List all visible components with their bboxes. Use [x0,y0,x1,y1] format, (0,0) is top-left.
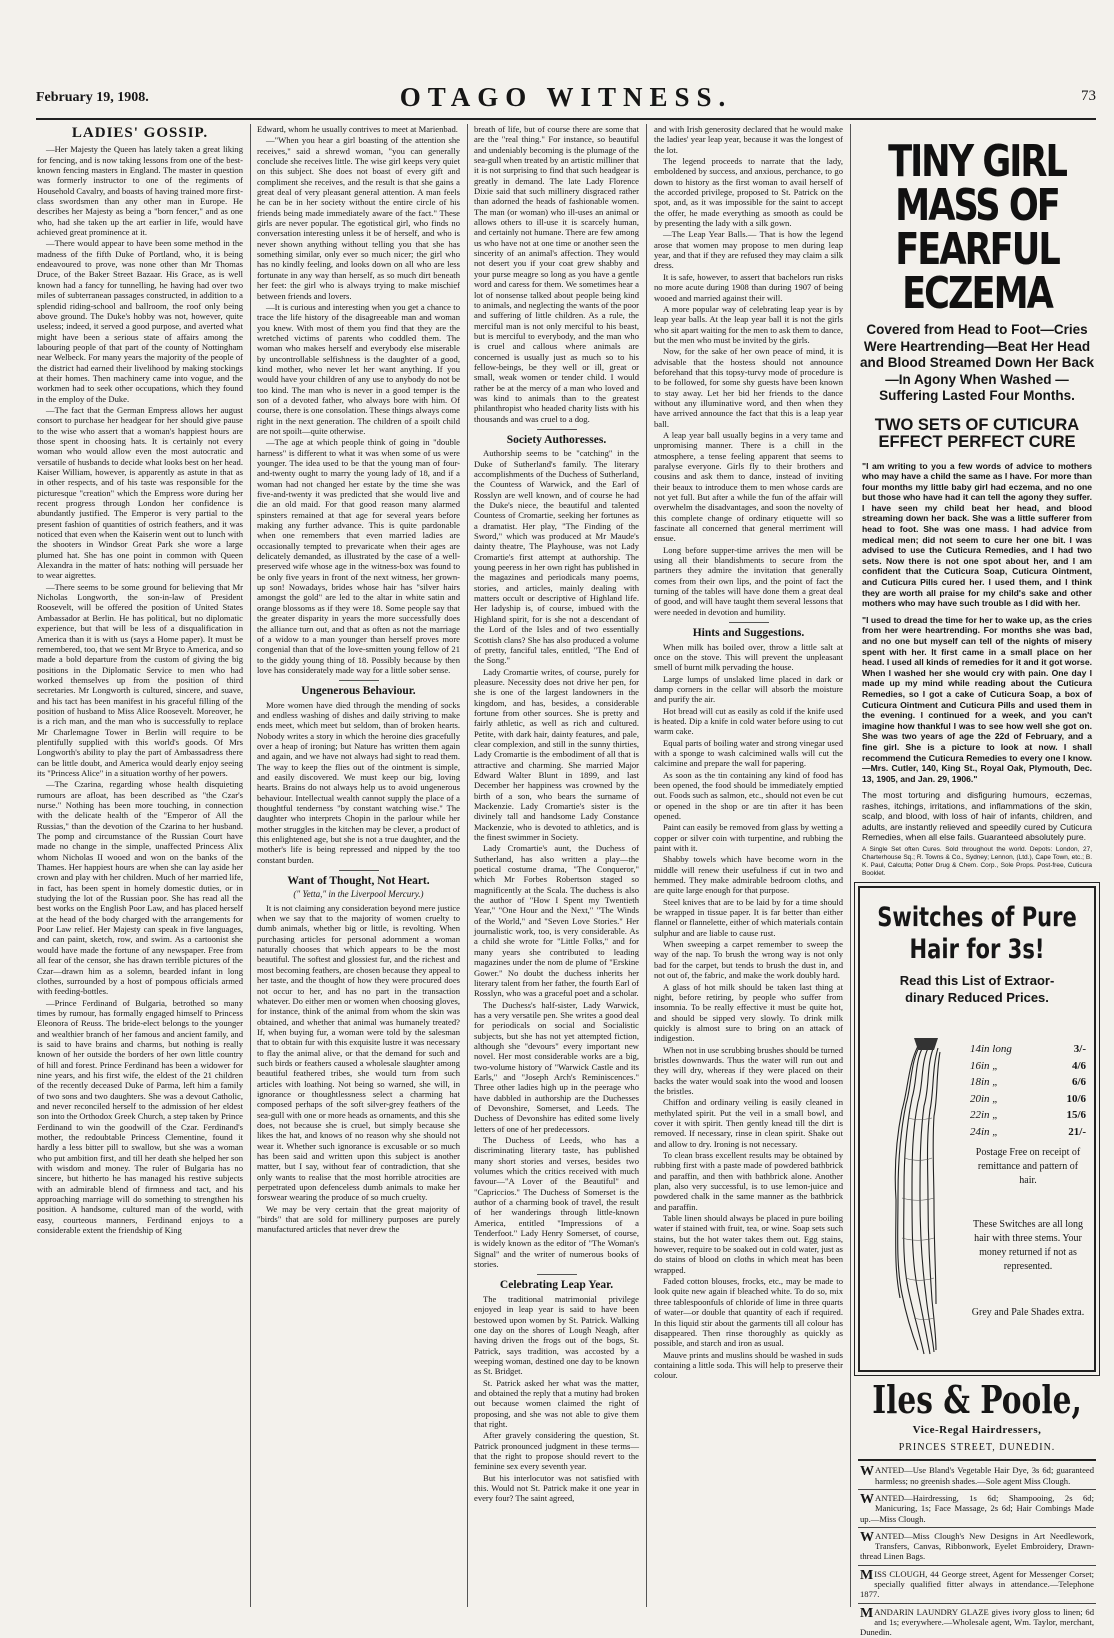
paragraph: —The age at which people think of going in "double harness" is different to what it was when some of us were younger. The idea used to be that the young man of four-and-twenty ought to marry the young lady of 18, and if a woman had not changed her estate by the time she was five-and-twenty it was predicted that she would live and die an old maid. For that good reason many alarmed spinsters remained at that age for several years before making any further advance. This is quite pardonable when one remembers that even married ladies are occasionally tempted to prevaricate when their ages are delicately demanded, as illustrated by the case of a well-preserved wife whose age in the witness-box was found to be only five years in front of the next witness, her grown-up son! Nowadays, brides whose hair has "silver hairs amongst the gold" are led to the altar in white satin and orange blossoms as if they were 18. Some people say that the greater disparity in years the more successfully does the alliance turn out, and that as often as not the marriage of a widow to a man younger than herself proves more congenial than that of the love-smitten young fellow of 21 to the giddy young thing of 18. Possibly because by then love has considerately made way for a little sober sense. [257,437,460,675]
hair-price: 21/- [1068,1125,1086,1138]
cuticura-depots: A Single Set often Cures. Sold throughout the world. Depots: London, 27, Charterhouse Sq.; R. Towns & Co., Sydney; Lennon, (Ltd.), Cape Town, etc.; B. K. Paul, Calcutta; Potter Drug & Chem. Corp., Sole Props. Post-free, Cuticura Booklet. [862,846,1092,878]
paragraph: Faded cotton blouses, frocks, etc., may be made to look quite new again if bleached white. To do so, mix three tablespoonfuls of chloride of lime in three quarts of water—or double that quantity of each if required. In this liquid stir about the garments till all colour has disappeared. Then rinse thoroughly as quickly as possible, and starch and iron as usual. [654,1276,843,1349]
hair-length: 18in „ [970,1076,999,1089]
column-2 [257,124,460,1609]
switches-subtitle [860,972,1094,1006]
paragraph: Authorship seems to be "catching" in the Duke of Sutherland's family. The literary accomplishments of the Duchess of Sutherland, the Countess of Warwick, and the Earl of Rosslyn are well known, and of course he had the Duke's niece, the beautiful and talented Countess of Cromartie, seeking her fortunes as a dramatist. Her play, "The Finding of the Sword," which was produced at Mr Maude's dainty theatre, The Playhouse, was not Lady Cromartie's first attempt at authorship. The young peeress in her own right has published in the magazines and periodicals many poems, stories, and articles, mainly dealing with matters occult or descriptive of Highland life. Her ladyship is, of course, imbued with the Highland spirit, for is she not a descendant of the Lord of the Isles and of two essentially Scottish clans? She has also produced a volume of pretty, fanciful tales, entitled, "The End of the Song." [474,448,639,666]
paragraph: —"When you hear a girl boasting of the attention she receives," said a shrewd woman, "you can generally conclude she receives little. The wise girl keeps very quiet on this subject. She does not boast of every gift and compliment she receives, and the result is that she gains a great deal of very pleasant general attention. A man feels he can be in her society without the entire circle of his friends being made immediately aware of the fact." These girls are never popular. The egotistical girl, who finds no conversation interesting unless it be of herself, and who is never shown anything without telling you that she has something similar, only ever so much nicer; the girl who has no kindly feeling, and looks down on all who are less fortunate in any way than herself, as so much dirt beneath her feet: the girl who is always trying to make mischief between friends and lovers. [257,135,460,301]
paragraph: Lady Cromartie's aunt, the Duchess of Sutherland, has also written a play—the poetical costume drama, "The Conqueror," which Mr Forbes Robertson staged so magnificently at the Scala. The duchess is also the author of "How I Spent my Twentieth Year," "One Hour and the Next," "The Winds of the World," and "Seven Love Stories." Her journalistic work, too, is very considerable. As a child she wrote for "Little Folks," and for many years she contributed to leading magazines under the nom de plume of "Erskine Gower." No doubt the duchess inherits her literary talent from her father, the fourth Earl of Rosslyn, who was a graceful poet and a scholar. [474,843,639,999]
classified-text: ANTED—Hairdressing, 1s 6d; Shampooing, 2s 6d; Manicuring, 1s; Face Massage, 2s 6d; Hair Combings Made up.—Miss Clough. [860,1492,1094,1524]
paragraph: Shabby towels which have become worn in the middle will renew their usefulness if cut in two and hemmed. They make admirable bedroom cloths, and are quite large enough for that purpose. [654,854,843,896]
divider [339,870,379,871]
cuticura-claims: The most torturing and disfiguring humours, eczemas, rashes, itchings, irritations, and inflammations of the skin, scalp, and blood, with loss of hair of infants, children, and adults, are instantly relieved and speedily cured by Cuticura Remedies, when all else fails. Guaranteed absolutely pure. [862,790,1092,842]
classified-ad [860,1531,1094,1562]
grey-shades-note: Grey and Pale Shades extra. [971,1307,1085,1319]
column-1 [37,124,243,1609]
paragraph: —Her Majesty the Queen has lately taken a great liking for fencing, and is now taking lessons from one of the best-known fencing masters in England. The master in question was formerly instructor to one of the regiments of Household Cavalry, and boasts of having trained more first-class swordsmen than any other man in Europe. He describes her Majesty as being a "born fencer," and as one who, had she taken up the art earlier in life, would have achieved great prominence at it. [37,144,243,238]
paragraph: The Duchess's half-sister, Lady Warwick, has a very versatile pen. She writes a good deal for periodicals on social and Socialistic subjects, but she has not yet attempted fiction, although she "devours" every important new novel. Her most considerable works are a big, two-volume history of "Warwick Castle and its Earls," and "Joseph Arch's Reminiscences." Three other ladies high up in the peerage who have dabbled in authorship are the Duchesses of Devonshire, Somerset, and Leeds. The Duchess of Devonshire has edited some lively letters of one of her predecessors. [474,999,639,1134]
iles-poole-title: Vice-Regal Hairdressers, [912,1424,1042,1437]
paragraph: Table linen should always be placed in pure boiling water if stained with fruit, tea, or wine. Soap sets such stains, but the hot water takes them out. Egg stains, however, require to be soaked out in cold water, just as do stains of blood on cloths in which meat has been wrapped. [654,1213,843,1275]
paragraph: —The Leap Year Balls.— That is how the legend arose that women may propose to men during leap year, and that if they are refused they may claim a silk dress. [654,229,843,271]
divider [858,1565,1096,1566]
paragraph: —There would appear to have been some method in the madness of the fifth Duke of Portland, who, it is being endeavoured to prove, was none other than Mr Thomas Druce, of the Baker Street Bazaar. His Grace, as is well known had a fancy for tunnelling, he having had over two miles of subterranean passages constructed, in addition to a splendid riding-school and ballroom, the roof only being above ground. The Duke's hobby was not, however, quite useless; indeed, it served a good purpose, and averted what might have been a serious state of affairs among the labouring people of that part of the county of Nottingham near Welbeck. For many years the majority of the people of the district had earned their livelihood by making stockings at their homes. Then machinery came into vogue, and the workmen had to seek other occupations, which they found in the employ of the Duke. [37,238,243,404]
iles-poole-advertisement [858,1377,1096,1454]
column-rule [467,124,468,1607]
hair-price: 3/- [1073,1043,1086,1056]
iles-poole-name: Iles & Poole, [872,1377,1082,1423]
paragraph: It is not claiming any consideration beyond mere justice when we say that to the majority of women cruelty to dumb animals, whether big or little, is revolting. When purchasing articles for personal adornment a woman naturally chooses that which appears to be the most beautiful. The softest and glossiest fur, and the richest and most becoming feathers, are chosen because they appeal to her taste, and the thought of how they were procured does not occur to her, and has no part in the transaction whatever. Do either men or women when choosing gloves, for instance, think of the animal from whom the skin was obtained, and whether that animal was humanely treated? If, when buying fur, a woman were told by the salesman that to obtain fur with this exquisite lustre it was necessary to flay the animal alive, or that the demand for such and such birds or feathers caused a wholesale slaughter among beautiful feathered tribes, she would turn from such articles with loathing. Not being so warned, she will, in ignorance or thoughtlessness select a charming hat composed perhaps of the soft silver-grey feathers of the sea-gull with one or more heads as ornaments, and this she does, not because she is cruel, but simply because she likes the hat, and knows of no reason why she should not wear it. Whether such ignorance is excusable or so much has been said and written upon this subject is another matter, but I say, without fear of contradiction, that she only wants to realise that the most horrible atrocities are perpetrated upon defenceless dumb animals to make her forswear wearing the produce of so much cruelty. [257,902,460,1203]
hair-length: 16in „ [970,1059,999,1072]
headline-line: FEARFUL ECZEMA [895,224,1059,319]
cuticura-testimonial: "I am writing to you a few words of advice to mothers who may have a child the same as I have. For more than four months my little baby girl had eczema, and no one but those who have had it can tell the agony they suffer. I have seen my child beat her head, and blood streaming down her back. She was a little sufferer from head to foot. She was one mass. I had advice from medical men; did not seem to cure her one bit. I was advised to use the Cuticura Remedies, and I had two sets. Now there is not one spot about her, and I am confident that the Cuticura Soap, Cuticura Ointment, and Cuticura Pills cured her. I used them, and I think they are worth all praise for my child's sake and other mothers who may have such trouble as I did with her. [862,460,1092,609]
classified-text: ANTED—Miss Clough's New Designs in Art Needlework, Transfers, Canvas, Ribbonwork, Eyelet Embroidery, Drawn-thread Linen Bags. [860,1530,1094,1562]
section-heading-ladies-gossip: LADIES' GOSSIP. [71,125,209,141]
hair-length: 24in „ [970,1125,999,1138]
price-row [970,1091,1086,1108]
column-rule [850,124,851,1607]
cuticura-two-sets: TWO SETS OF CUTICURA EFFECT PERFECT CURE [874,415,1080,451]
cuticura-testimonial-cont: "I used to dread the time for her to wake up, as the cries from her were heartrending. For months she was bad, and no one but myself can tell of the nights of misery spent with her. It first came in a small place on her head. I used all kinds of remedies for it and it got worse. When I washed her she would cry with pain. One day I made up my mind while reading about the Cuticura Remedies, so I got a cake of Cuticura Soap, a box of Cuticura Ointment and Cuticura Pills and used them in the evening. I continued for a week, and you can't imagine how thankful I was to see how well she got on. She was two years of age the 22d of February, and a fine girl. She is a picture to look at now. I shall recommend the Cuticura Remedies to every one I know.—Mrs. Cutler, 140, King St., Royal Oak, Plymouth, Dec. 13, 1905, and Jan. 29, 1906." [862,614,1092,784]
paragraph: Long before supper-time arrives the men will be using all their blandishments to secure from the partners they admire the invitation that generally comes from their own lips, and the point of fact the turning of the tables will have done them a great deal of good, and will have taught them several lessons that were needed in devotion and humility. [654,544,843,617]
paragraph: When milk has boiled over, throw a little salt at once on the stove. This will prevent the unpleasant smell of burnt milk pervading the house. [654,641,843,673]
hair-length: 20in „ [970,1092,999,1105]
switches-guarantee: These Switches are all long hair with three stems. Your money returned if not as represented. [973,1219,1083,1273]
hair-switches-advertisement [858,886,1096,1372]
classified-ad [860,1493,1094,1524]
paragraph: Chiffon and ordinary veiling is easily cleaned in methylated spirit. Put the veil in a small bowl, and cover it with spirit. Then gently knead till the dirt is removed. If necessary, rinse in clean spirit. Shake out and allow to dry. Ironing is not necessary. [654,1097,843,1149]
paragraph: —The Czarina, regarding whose health disquieting rumours are afloat, has been described as "the Czar's nurse." Nothing has been more touching, in connection with the delicate health of the "Emperor of All the Russias," than the devotion of the Czarina to her husband. The pomp and circumstance of the Russian Court have made no change in the simple, unaffected Princess Alix whom Nicholas II wooed and won on the banks of the Thames. Her happiest hours are when she can lay aside her crown and play with her children. Much of her married life, in fact, has been spent in homely domestic duties, or in studying the lot of the Russian poor. She has read all the best works on the English Poor Law, and has placed herself at the head of the body charged with the arrangements for Poor Law relief. Her Majesty can speak in five languages, and can paint, sketch, row, and swim. As a cartoonist she would have made the fortune of any newspaper. Free from all fear of the censor, she has drawn terrible pictures of the Czar—drawn him as a solemn, bearded infant in long clothes, surrounded by a host of pompous officials armed with feeding-bottles. [37,779,243,997]
paragraph: —There seems to be some ground for believing that Mr Nicholas Longworth, the son-in-law of President Roosevelt, will be offered the position of United States Ambassador at Berlin. He has political, but no diplomatic experience, but that will be less of a disqualification in America than it is with us (says a Home paper). It must be remembered, too, that we sent Mr Bryce to America, and so made a bold departure from the custom of giving the big positions in the Diplomatic Service to men who had worked themselves up from the position of third secretaries. Mr Longworth is cultured, sincere, and suave, and his tact has been manifest in his graceful filling of the position of husband to Miss Alice Roosevelt. Moreover, he is a rich man, and the man who is successfully to replace Mr Charlemagne Tower in Berlin will require to be plentifully supplied with this world's goods. Of Mrs Longworth's ability to play the part of Ambassadress there can be little doubt, and America would dearly enjoy seeing its "Princess Alice" in a situation worthy of her powers. [37,581,243,778]
column-rule [250,124,251,1607]
paragraph: Large lumps of unslaked lime placed in dark or damp corners in the cellar will absorb the moisture and purify the air. [654,673,843,705]
drop-initial: M [860,1605,874,1621]
paragraph: —It is curious and interesting when you get a chance to trace the life history of the disagreeable man and woman you knew. With most of them you find that they are the wretched victims of parents who coddled them. The woman who makes herself and everybody else miserable by uncontrollable selfishness is the daughter of a good, kind mother, who never let her want anything. If you would have your children of any use to anybody do not be too kind. The man who is never in a good temper is the son of a devoted father, who always bore with him. Of course, there is one consolation. These things always come right in the next generation. The children of a spoilt child are not spoilt—quite otherwise. [257,301,460,436]
drop-initial: W [860,1529,874,1545]
newspaper-title: OTAGO WITNESS. [399,82,733,112]
paragraph: We may be very certain that the great majority of "birds" that are sold for millinery purposes are purely manufactured articles that never drew the [257,1203,460,1235]
paragraph: A leap year ball usually begins in a very tame and unpromising manner. There is a chill in the atmosphere, a tense feeling apparent that seems to paralyse everyone. Girls fly to their brothers and cousins and ask them to dance, instead of inviting their beaux to introduce them to men whose cards are not yet full. But after a while the fun of the affair will overwhelm the disadvantages, and soon the novelty of this complete change of ordinary etiquette will so fascinate all concerned that general merriment will ensue. [654,429,843,544]
divider [537,1274,577,1275]
column-4 [654,124,843,1609]
divider [729,622,769,623]
postage-note: Postage Free on receipt of remittance and pattern of hair. [975,1147,1081,1187]
paragraph: After gravely considering the question, St. Patrick pronounced judgment in these terms—that the right to propose should revert to the feminine sex every seventh year. [474,1430,639,1472]
hair-price: 15/6 [1066,1109,1086,1122]
page-number: 73 [1081,88,1096,104]
drop-initial: M [860,1567,874,1583]
paragraph: A glass of hot milk should be taken last thing at night, before retiring, by people who suffer from insomnia. To be really effective it must be quite hot, and should be sipped very slowly. To drink milk quickly is almost sure to bring on an attack of indigestion. [654,981,843,1044]
switches-title [862,902,1091,966]
drop-initial: W [860,1464,874,1480]
hair-price: 6/6 [1071,1076,1086,1089]
paragraph: A more popular way of celebrating leap year is by leap year balls. At the leap year ball it is not the girls who sit apart waiting for the men to ask them to dance, but the men who must be invited by the girls. [654,303,844,345]
paragraph: Now, for the sake of her own peace of mind, it is advisable that the hostess should not announce beforehand that this topsy-turvy mode of procedure is to be followed, for some shy guests have been known to stay away. Let her bid her friends to the dance without any illuminative word, and then when they have arrived announce the fact that this is a leap year ball. [654,346,843,429]
subtitle-line: dinary Reduced Prices. [905,990,1049,1006]
paragraph: It is safe, however, to assert that bachelors run risks no more acute during 1908 than during 1907 of being wooed and married against their will. [654,271,843,303]
hair-price: 10/6 [1066,1092,1086,1105]
hair-price: 4/6 [1071,1059,1086,1072]
hair-switch-illustration [874,1038,964,1358]
divider [858,1527,1096,1528]
classified-text: ANTED—Use Bland's Vegetable Hair Dye, 3s 6d; guaranteed harmless; no greenish shades.—Sole agent Miss Clough. [875,1465,1094,1486]
masthead-rule [36,118,1096,120]
cuticura-headline [866,136,1088,319]
classified-ad [860,1465,1094,1486]
price-row [970,1124,1086,1141]
paragraph: When sweeping a carpet remember to sweep the way of the nap. To brush the wrong way is not only bad for the carpet, but tends to brush the dust in, and not out of, the fabric, and make the work doubly hard. [654,939,843,981]
price-row [970,1074,1086,1091]
article-byline: (" Yetta," in the Liverpool Mercury.) [293,889,424,900]
advertisement-column [858,124,1096,1638]
paragraph: Edward, whom he usually contrives to meet at Marienbad. [257,124,458,134]
issue-date: February 19, 1908. [36,90,149,105]
classified-text: ANDARIN LAUNDRY GLAZE gives ivory gloss to linen; 6d and 1s; everywhere.—Wholesale agent, Wm. Taylor, merchant, Dunedin. [860,1606,1094,1638]
column-rule [646,124,647,1607]
paragraph: Steel knives that are to be laid by for a time should be wrapped in tissue paper. It is far better than either flannel or flannelette, either of which materials contain sulphur and are liable to cause rust. [654,896,843,938]
paragraph: The legend proceeds to narrate that the lady, emboldened by success, and anxious, perchance, to go down to history as the first woman to avail herself of the accorded privilege, proposed to St. Patrick on the spot, and, as it was impossible for the saint to accept the offer, he made everything as smooth as could be by presenting the lady with a silk gown. [654,156,843,229]
classified-ad [860,1569,1094,1600]
paragraph: —The fact that the German Empress allows her august consort to purchase her headgear for her should give pause to the wise who assert that a woman's happiest hours are those spent in choosing hats. It is certainly not every woman who would allow even the most autocratic and versatile of husbands to decide what looks best on her head. Kaiser William, however, is apparently as astute in that as in other respects, and of his taste was responsible for the picturesque "creation" which the Empress wore during her recent progress through London her confidence is abundantly justified. The Emperor is very partial to the present fashion of quantities of ostrich feathers, and it was noticed that even when the Kaiserin went out to lunch with the shooters in Windsor Great Park she wore a large plumed hat. She has one point in common with Queen Alexandra in the matter of hats: nothing will persuade her to wear aigrettes. [37,404,243,581]
paragraph: breath of life, but of course there are some that are the "real thing." For instance, so beautiful and undeniably becoming is the plumage of the sea-gull when treated by an artistic milliner that it is not surprising to find that such headgear is greatly in demand. The late Lady Florence Dixie said that such millinery disgraced rather than adorned the heads of fashionable women. The man (or woman) who ill-uses an animal or allows others to ill-use it is scarcely human, and certainly not humane. There are few among us who have not at one time or another seen the sincerity of an animal's affection. They would not desert you if your coat grew shabby and your purse meagre so long as you have a gentle word and caress for them. We sometimes hear a lot of nonsense talked about people being kind to animals, and neglecting the wants of the poor and suffering of little children. As a rule, the merciful man is not only merciful to his beast, but is merciful to everybody, and the man who is cruel and callous where animals are concerned is usually just as much so to his fellow-beings, be they well or ill, great or small, weak women or tender child. I would rather be at the mercy of a man who loved and was kind to animals than to the greatest philanthropist who headed charity lists with his thousands and was cruel to a dog. [474,124,639,424]
price-row [970,1107,1086,1124]
divider [537,429,577,430]
paragraph: —Prince Ferdinand of Bulgaria, betrothed so many times by rumour, has formally engaged himself to Princess Eleonora of Reuss. The bride-elect belongs to the younger and wealthier branch of her famous and ancient family, and is said to have brains and charms, but nothing is really known of her outside the borders of her own little country of hill and forest. Prince Ferdinand has been a widower for nine years, and his first wife, the eldest of the 21 children of the recently deceased Duke of Parma, left him a family of two sons and two daughters. She was a devout Catholic, and never reconciled herself to the admission of her eldest son into the Orthodox Greek Church, a step taken by Prince Ferdinand to win the goodwill of the Czar. Ferdinand's mother, the redoubtable Princess Clementine, found it hardly a less bitter pill to swallow, but she was a woman who put ambition first, and till her death she helped her son with wisdom and money. The ruler of Bulgaria has no sincere, but hitherto he has managed his restive subjects with an admirable blend of firmness and tact, and his approaching marriage will do something to strengthen his position. A handsome, cultured man of the world, with easy, courteous manners, Ferdinand enjoys to a considerable extent the friendship of King [37,997,243,1236]
divider [339,680,379,681]
paragraph: As soon as the tin containing any kind of food has been opened, the food should be immediately emptied out. Foods such as salmon, etc., should not even be cut or opened in the shop or are tin after it has been opened. [654,769,843,821]
column-3 [474,124,639,1609]
paragraph: Lady Cromartie writes, of course, purely for pleasure. Necessity does not drive her pen, for she is one of the largest landowners in the kingdom, and has, besides, a considerable fortune from other sources. She is pretty and fairly athletic, as well as rich and cultured. Petite, with dark hair, dainty features, and pale, clear complexion, and still in the sunny thirties, Lady Cromartie is the embodiment of all that is attractive and charming. She married Major Edward Walter Blunt in 1899, and last December her happiness was crowned by the birth of a son, who bears the surname of Mackenzie. Lady Cromartie's sister is the divinely tall and handsome Lady Constance Mackenzie, who is devoted to athletics, and is the finest swimmer in Society. [474,666,639,843]
divider [858,1489,1096,1490]
paragraph: Paint can easily be removed from glass by wetting a copper or silver coin with turpentine, and rubbing the paint with it. [654,822,843,854]
paragraph: St. Patrick asked her what was the matter, and obtained the reply that a mutiny had broken out because women claimed the right of proposing, and she was not able to give them that right. [474,1377,639,1429]
cuticura-advertisement [858,136,1096,878]
headline-line: TINY GIRL MASS OF [888,136,1066,231]
paragraph: To clean brass excellent results may be obtained by rubbing first with a paste made of powdered bathbrick and paraffin, and then with bathbrick alone. Another plan, also very successful, is to use lemon-juice and powdered chalk in the same manner as the bathbrick and paraffin. [654,1150,843,1212]
paragraph: Mauve prints and muslins should be washed in suds containing a little soda. This will help to preserve their colour. [654,1349,843,1381]
title-line: Switches of Pure [877,902,1077,934]
divider [858,1459,1096,1461]
masthead [36,82,1096,114]
paragraph: and with Irish generosity declared that he would make the ladies' year leap year, because it was the longest of the lot. [654,124,843,155]
cuticura-subheadline: Covered from Head to Foot—Cries Were Heartrending—Beat Her Head and Blood Streamed Down Her Back—In Agony When Washed —Suffering Lasted Four Months. [859,322,1095,403]
hair-length: 22in „ [970,1109,999,1122]
title-line: Hair for 3s! [909,934,1045,966]
drop-initial: W [860,1491,874,1507]
paragraph: The Duchess of Leeds, who has a discriminating literary taste, has published many short stories and verses, besides two volumes which the critics received with much favour—"A Lover of the Beautiful" and "Capriccios." The Duchess of Somerset is the author of a charming book of travel, the result of her wanderings through little-known America, entitled "Impressions of a Tenderfoot." Lady Henry Somerset, of course, is widely known as the editor of "The Woman's Signal" and the writer of numerous books of stories. [474,1135,639,1270]
paragraph: Equal parts of boiling water and strong vinegar used with a sponge to wash calcimined walls will cut the calcimine and prepare the wall for papering. [654,737,843,769]
paragraph: Hot bread will cut as easily as cold if the knife used is heated. Dip a knife in cold water before using to cut warm cake. [654,705,843,737]
subtitle-line: Read this List of Extraor- [899,973,1055,989]
paragraph: But his interlocutor was not satisfied with this. Would not St. Patrick make it one year in every four? The saint agreed, [474,1472,639,1504]
article-heading-society-authoresses: Society Authoresses. [506,433,607,446]
article-heading-ungenerous-behaviour: Ungenerous Behaviour. [301,685,416,698]
paragraph: The traditional matrimonial privilege enjoyed in leap year is said to have been bestowed upon women by St. Patrick. Walking one day on the shores of Lough Neagh, after having driven the frogs out of the bogs, St. Patrick, says tradition, was accosted by a weeping woman, destined one day to be known as St. Bridget. [474,1293,639,1377]
divider [858,1603,1096,1604]
classified-text: ISS CLOUGH, 44 George street, Agent for Messenger Corset; specially qualified fitter always in attendance.—Telephone 1877. [860,1568,1094,1600]
article-heading-hints-and-suggestions: Hints and Suggestions. [692,627,805,640]
paragraph: When not in use scrubbing brushes should be turned bristles downwards. Thus the water will run out and they will dry, whereas if they were placed on their backs the water would soak into the wood and loosen the bristles. [654,1044,843,1096]
iles-poole-address: PRINCES STREET, DUNEDIN. [898,1442,1056,1454]
price-row [970,1058,1086,1075]
classified-ad [860,1607,1094,1638]
paragraph: More women have died through the mending of socks and endless washing of dishes and daily striving to make ends meet, which meet but seldom, than of broken hearts. Nobody writes a story in which the heroine dies gracefully over a heap of ironing; but Nature has written them again and again, and we have not always had sight to read them. The way to keep the flies out of the ointment is simple, and easily discovered. We must keep our big, loving hearts. Brains do not always help us to avoid ungenerous behaviour. Intellectual wealth cannot supply the place of a thoughtful tenderness "by constant watching wise." The daughter who interprets Chopin in the parlour while her mother struggles in the kitchen may be clever, a product of this enlightened age, but she is not a true daughter, and the mother's life is being repressed and nipped by the too constant burden. [257,699,460,865]
hair-length: 14in long [970,1043,1012,1056]
article-heading-want-of-thought: Want of Thought, Not Heart. [287,875,430,888]
article-heading-celebrating-leap-year: Celebrating Leap Year. [499,1279,614,1292]
price-row [970,1041,1086,1058]
price-list [970,1041,1086,1140]
